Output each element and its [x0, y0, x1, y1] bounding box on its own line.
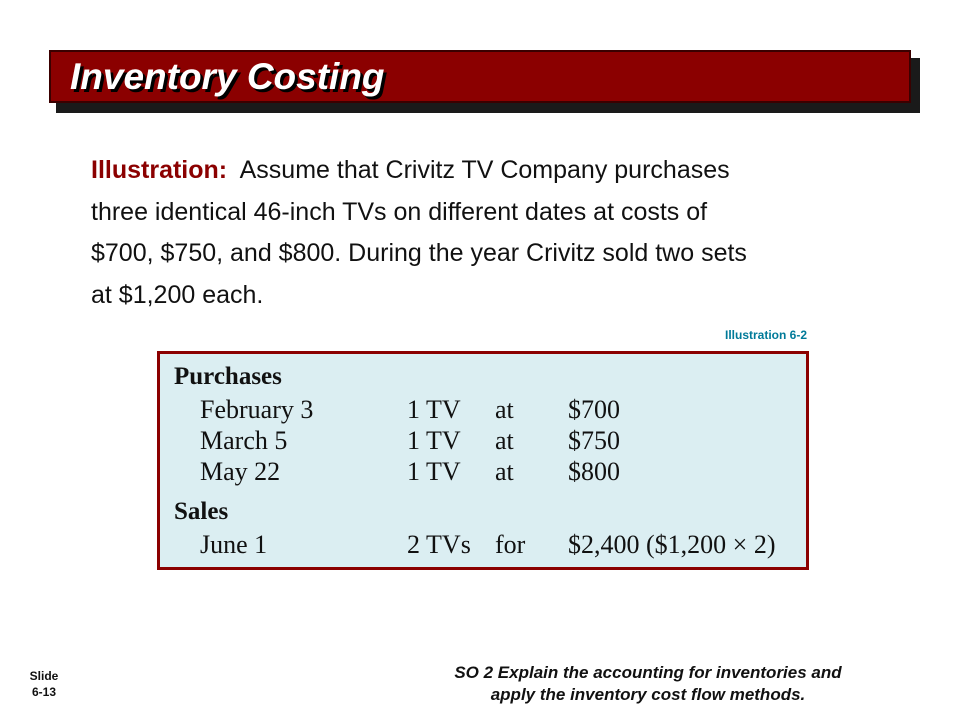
sale-date: June 1: [200, 530, 268, 559]
sale-preposition: for: [495, 530, 526, 559]
paragraph-line-3: $700, $750, and $800. During the year Crivitz sold two sets: [91, 239, 747, 267]
slide-word: Slide: [29, 669, 59, 683]
purchase-preposition: at: [495, 457, 514, 486]
study-objective: [398, 662, 898, 706]
slide-number-value: 6-13: [31, 685, 57, 699]
purchase-amount: $750: [568, 426, 620, 455]
slide-title: Inventory Costing: [70, 56, 385, 97]
sale-amount: $2,400 ($1,200 × 2): [568, 530, 776, 559]
purchase-amount: $800: [568, 457, 620, 486]
illustration-lead: Illustration:: [91, 156, 228, 184]
purchase-date: March 5: [200, 426, 288, 455]
purchase-date: May 22: [200, 457, 281, 486]
purchase-preposition: at: [495, 395, 514, 424]
study-objective-line-1: SO 2 Explain the accounting for inventories and: [454, 663, 842, 682]
paragraph-line-2: three identical 46-inch TVs on different dates at costs of: [91, 197, 708, 226]
purchase-preposition: at: [495, 426, 514, 455]
illustration-paragraph: [91, 150, 891, 316]
purchase-quantity: 1 TV: [407, 426, 461, 455]
purchase-quantity: 1 TV: [407, 395, 461, 424]
purchase-quantity: 1 TV: [407, 457, 461, 486]
paragraph-line-1: [91, 150, 891, 192]
purchases-sales-table: [157, 351, 809, 570]
purchase-amount: $700: [568, 395, 620, 424]
paragraph-line-1-text: Assume that Crivitz TV Company purchases: [239, 156, 730, 184]
slide-number: [20, 668, 68, 700]
sales-heading: Sales: [174, 498, 229, 525]
paragraph-line-4: at $1,200 each.: [91, 280, 264, 309]
illustration-number: Illustration 6-2: [724, 328, 807, 342]
study-objective-line-2: apply the inventory cost flow methods.: [490, 685, 806, 704]
sale-quantity: 2 TVs: [407, 530, 471, 559]
purchase-date: February 3: [200, 395, 314, 424]
purchases-heading: Purchases: [174, 363, 282, 390]
